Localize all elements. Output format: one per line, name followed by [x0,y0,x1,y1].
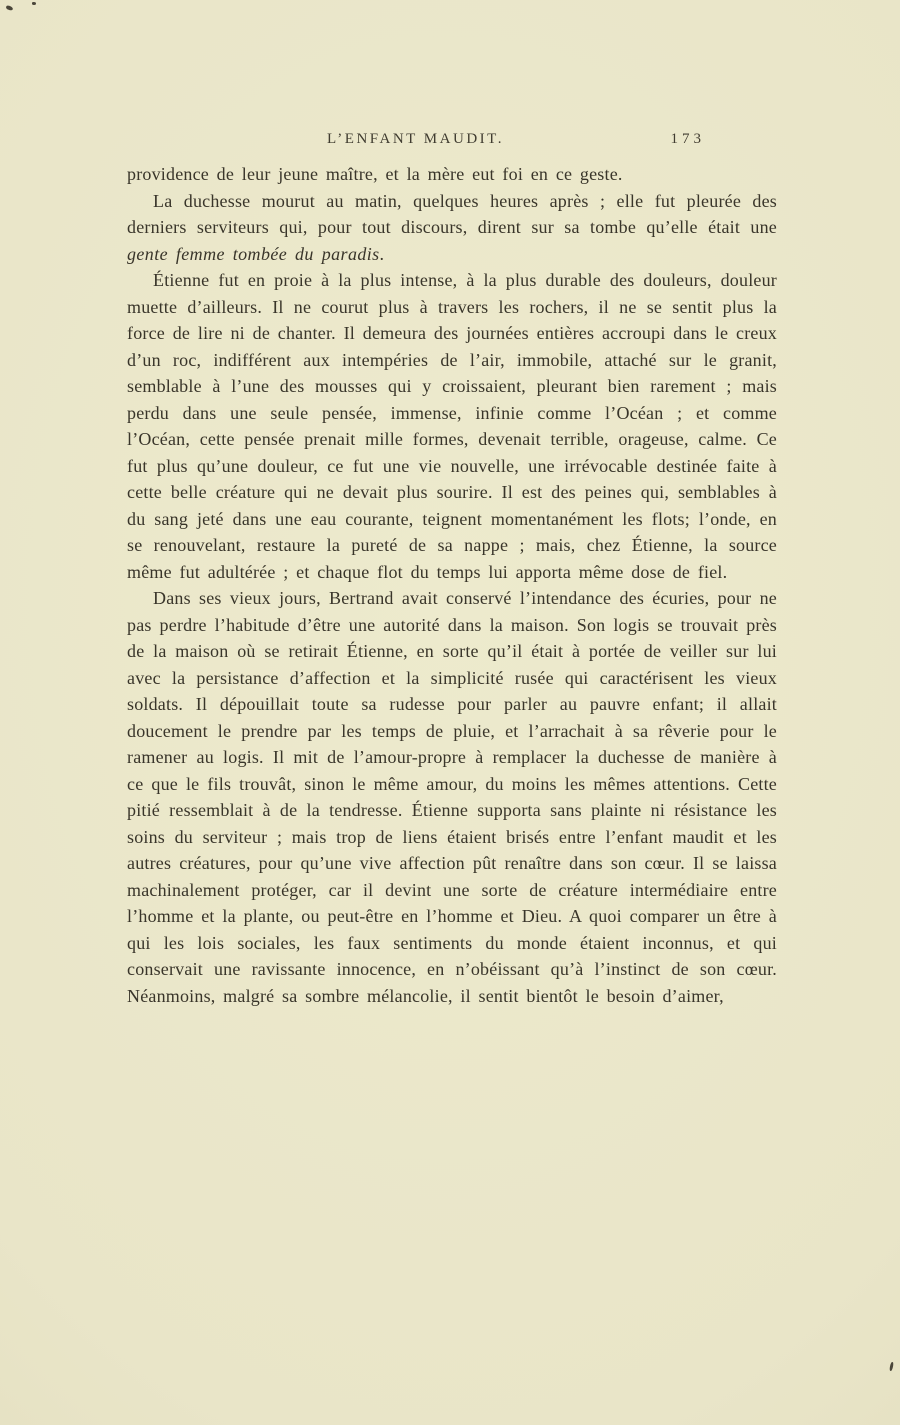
paragraph: Étienne fut en proie à la plus intense, à la plus durable des douleurs, douleur muette d’ailleurs. Il ne courut plus à travers les rochers, il ne se sentit plus la force de lire ni de chanter. Il demeura des journées entières accroupi dans le creux d’un roc, indifférent aux intempéries de l’air, immobile, attaché sur le granit, semblable à l’une des mousses qui y croissaient, pleurant bien rarement ; mais perdu dans une seule pensée, immense, infinie comme l’Océan ; et comme l’Océan, cette pensée prenait mille formes, devenait terrible, orageuse, calme. Ce fut plus qu’une douleur, ce fut une vie nouvelle, une irrévocable destinée faite à cette belle créature qui ne devait plus sourire. Il est des peines qui, semblables à du sang jeté dans une eau courante, teignent momentanément les flots; l’onde, en se renouvelant, restaure la pureté de sa nappe ; mais, chez Étienne, la source même fut adultérée ; et chaque flot du temps lui apporta même dose de fiel. [127,270,777,582]
paragraph: Dans ses vieux jours, Bertrand avait conservé l’intendance des écuries, pour ne pas perdre l’habitude d’être une autorité dans la maison. Son logis se trouvait près de la maison où se retirait Étienne, en sorte qu’il était à portée de veiller sur lui avec la persistance d’affection et la simplicité rusée qui caractérisent les vieux soldats. Il dépouillait toute sa rudesse pour parler au pauvre enfant; il allait doucement le prendre par les temps de pluie, et l’arrachait à sa rêverie pour le ramener au logis. Il mit de l’amour-propre à remplacer la duchesse de manière à ce que le fils trouvât, sinon le même amour, du moins les mêmes attentions. Cette pitié ressemblait à de la tendresse. Étienne supporta sans plainte ni résistance les soins du serviteur ; mais trop de liens étaient brisés entre l’enfant maudit et les autres créatures, pour qu’une vive affection pût renaître dans son cœur. Il se laissa machinalement protéger, car il devint une sorte de créature intermédiaire entre l’homme et la plante, ou peut-être en l’homme et Dieu. A quoi comparer un être à qui les lois sociales, les faux sentiments du monde étaient inconnus, et qui conservait une ravissante innocence, en n’obéissant qu’à l’instinct de son cœur. Néanmoins, malgré sa sombre mélancolie, il sentit bientôt le besoin d’aimer, [127,588,777,1006]
running-title: L’ENFANT MAUDIT. [327,131,504,147]
page-number: 173 [670,131,705,147]
paragraph [127,188,777,268]
page-text [127,161,777,1009]
page-header [127,131,777,161]
scan-speck [889,1362,894,1371]
paragraph-text: . [379,243,385,264]
scan-speck [32,2,36,5]
text-column [127,131,777,1009]
italic-phrase: gente femme tombée du paradis [127,243,380,264]
paragraph-text: La duchesse mourut au matin, quelques heures après ; elle fut pleurée des derniers serviteurs qui, pour tout discours, dirent sur sa tombe qu’elle était une [127,190,777,237]
scan-speck [6,5,14,11]
paragraph-continuation: providence de leur jeune maître, et la mère eut foi en ce geste. [127,164,623,184]
